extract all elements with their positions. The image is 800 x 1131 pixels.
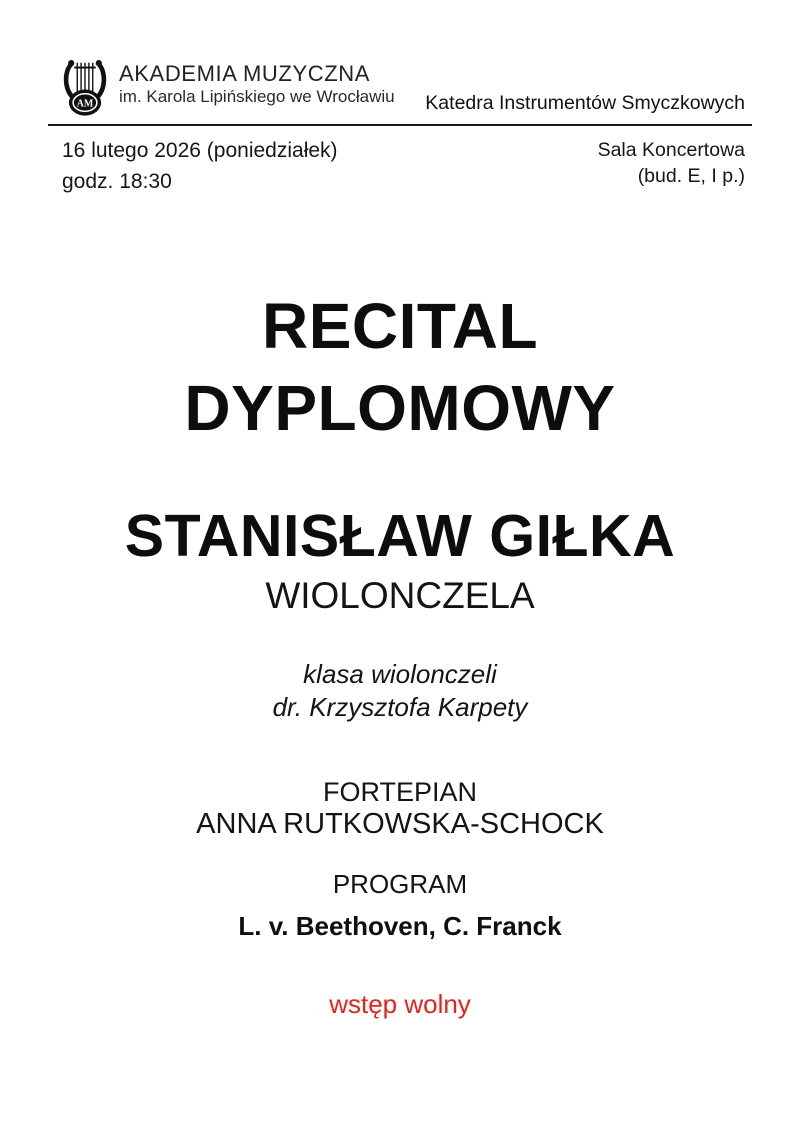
- recital-title: [0, 285, 800, 449]
- event-time: godz. 18:30: [62, 170, 172, 193]
- institution-name: AKADEMIA MUZYCZNA: [119, 60, 371, 86]
- header-divider: [48, 124, 752, 126]
- event-info: [62, 135, 745, 197]
- instrument-label: WIOLONCZELA: [265, 575, 535, 616]
- academy-brand: [62, 57, 395, 119]
- event-date: 16 lutego 2026 (poniedziałek): [62, 139, 338, 162]
- brand-text: [119, 61, 395, 116]
- institution-subtitle: im. Karola Lipińskiego we Wrocławiu: [119, 86, 395, 106]
- lyre-logo-icon: [62, 57, 108, 119]
- department-name: Katedra Instrumentów Smyczkowych: [425, 92, 745, 114]
- venue-detail: (bud. E, I p.): [637, 165, 745, 187]
- program-composers: L. v. Beethoven, C. Franck: [238, 911, 562, 941]
- accompanist-role: FORTEPIAN: [322, 777, 478, 807]
- program-label: PROGRAM: [332, 869, 468, 899]
- event-datetime: [62, 135, 338, 197]
- admission-note: wstęp wolny: [329, 989, 471, 1019]
- performer-name: STANISŁAW GIŁKA: [124, 503, 676, 569]
- logo-monogram: AM: [76, 98, 94, 110]
- accompanist-info: [0, 776, 800, 841]
- event-venue: [598, 135, 745, 189]
- class-line-1: klasa wiolonczeli: [303, 659, 497, 689]
- header: [62, 57, 745, 119]
- poster-body: [0, 285, 800, 1019]
- venue-name: Sala Koncertowa: [597, 139, 745, 161]
- title-line-1: RECITAL: [261, 290, 539, 362]
- accompanist-name: ANNA RUTKOWSKA-SCHOCK: [196, 808, 604, 840]
- class-info: [0, 658, 800, 724]
- class-line-2: dr. Krzysztofa Karpety: [272, 692, 528, 722]
- title-line-2: DYPLOMOWY: [184, 372, 616, 444]
